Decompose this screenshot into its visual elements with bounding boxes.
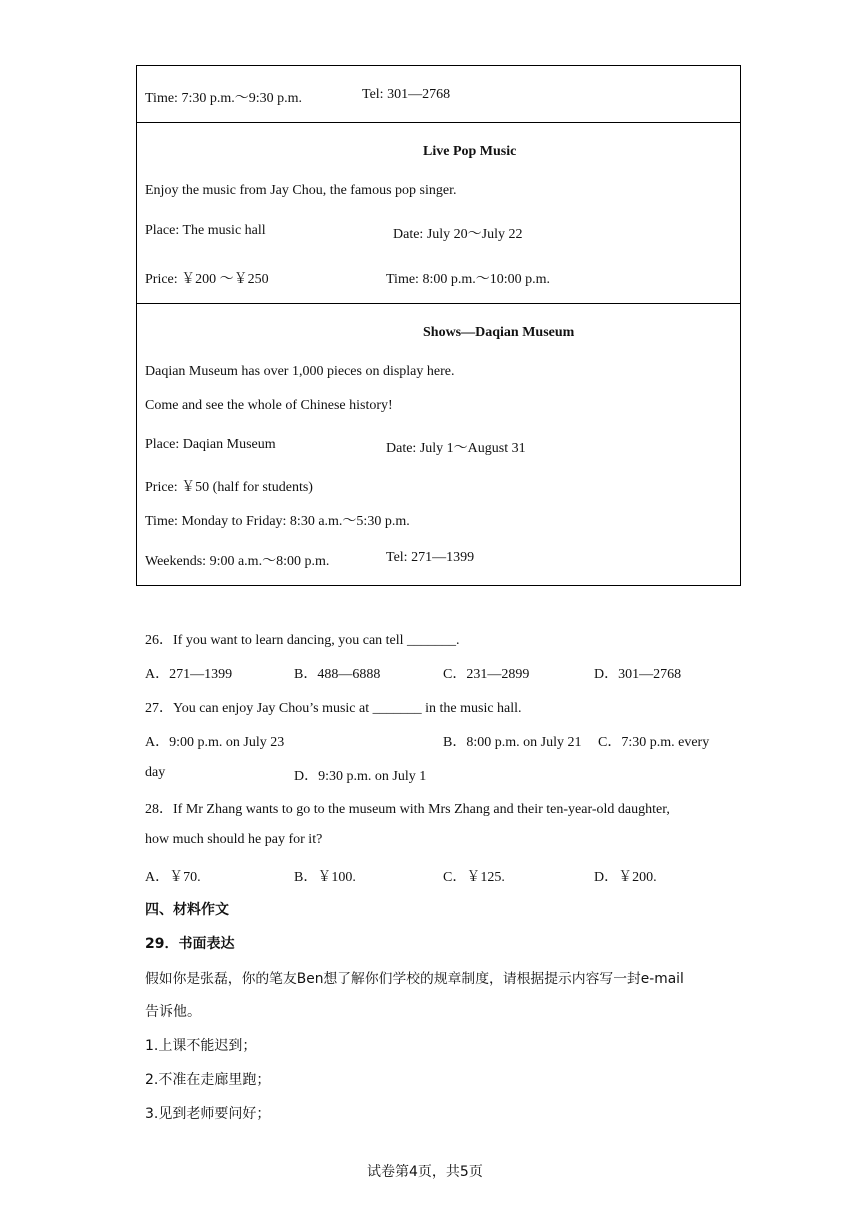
question-28-option-c: C．￥125. — [443, 870, 505, 885]
museum-description-2: Come and see the whole of Chinese history! — [145, 398, 393, 413]
writing-prompt-line-1: 假如你是张磊，你的笔友Ben想了解你们学校的规章制度，请根据提示内容写一封e-mail — [145, 971, 684, 987]
museum-description-1: Daqian Museum has over 1,000 pieces on display here. — [145, 364, 455, 379]
dance-time: Time: 7:30 p.m.～9:30 p.m. — [145, 91, 303, 106]
question-26-option-d: D．301—2768 — [594, 667, 682, 682]
museum-weekday-time: Time: Monday to Friday: 8:30 a.m.～5:30 p.m. — [145, 514, 410, 529]
pop-place: Place: The music hall — [145, 223, 266, 238]
museum-price: Price: ￥50 (half for students) — [145, 480, 313, 495]
pop-title: Live Pop Music — [423, 144, 517, 159]
question-28-stem-line-2: how much should he pay for it? — [145, 832, 323, 847]
question-28-option-a: A．￥70. — [145, 870, 201, 885]
museum-tel: Tel: 271—1399 — [386, 550, 475, 565]
pop-time: Time: 8:00 p.m.～10:00 p.m. — [386, 272, 551, 287]
dance-tel: Tel: 301—2768 — [362, 87, 451, 102]
question-26-option-a: A．271—1399 — [145, 667, 233, 682]
question-28-stem-line-1: 28．If Mr Zhang wants to go to the museum with Mrs Zhang and their ten-year-old daughter, — [145, 802, 670, 817]
pop-date: Date: July 20～July 22 — [393, 227, 523, 242]
writing-requirement-3: 3.见到老师要问好； — [145, 1106, 271, 1122]
question-28-option-d: D．￥200. — [594, 870, 657, 885]
question-26-stem: 26．If you want to learn dancing, you can tell _______. — [145, 633, 460, 648]
museum-title: Shows—Daqian Museum — [423, 325, 575, 340]
question-27-option-a: A．9:00 p.m. on July 23 — [145, 735, 285, 750]
section-4-heading: 四、材料作文 — [145, 902, 229, 918]
writing-requirement-1: 1.上课不能迟到； — [145, 1038, 257, 1054]
question-26-option-b: B．488—6888 — [294, 667, 381, 682]
page-footer: 试卷第4页，共5页 — [367, 1164, 483, 1180]
question-27-option-c-continued: day — [145, 765, 166, 780]
question-28-option-b: B．￥100. — [294, 870, 356, 885]
museum-place: Place: Daqian Museum — [145, 437, 276, 452]
writing-requirement-2: 2.不准在走廊里跑； — [145, 1072, 271, 1088]
pop-price: Price: ￥200 ～￥250 — [145, 272, 269, 287]
museum-weekend-time: Weekends: 9:00 a.m.～8:00 p.m. — [145, 554, 330, 569]
question-27-option-c: C．7:30 p.m. every — [598, 735, 710, 750]
question-26-option-c: C．231—2899 — [443, 667, 530, 682]
pop-description: Enjoy the music from Jay Chou, the famous pop singer. — [145, 183, 457, 198]
question-27-stem: 27．You can enjoy Jay Chou’s music at _______ in the music hall. — [145, 701, 522, 716]
question-29-title: 29．书面表达 — [145, 936, 235, 952]
writing-prompt-line-2: 告诉他。 — [145, 1004, 201, 1020]
museum-date: Date: July 1～August 31 — [386, 441, 526, 456]
question-27-option-b: B．8:00 p.m. on July 21 — [443, 735, 582, 750]
question-27-option-d: D．9:30 p.m. on July 1 — [294, 769, 427, 784]
